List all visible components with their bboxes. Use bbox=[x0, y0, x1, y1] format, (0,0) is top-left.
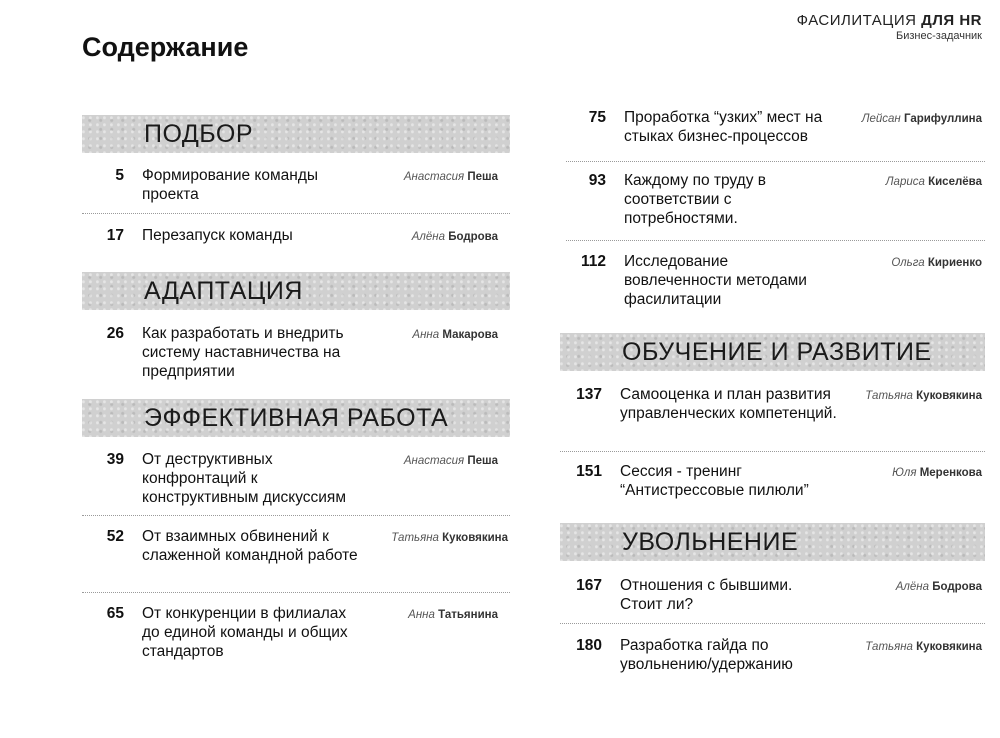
page-number: 5 bbox=[115, 167, 124, 184]
entry-author bbox=[829, 171, 982, 192]
entry-title: Формирование команды проекта bbox=[142, 167, 319, 203]
page-number: 26 bbox=[106, 325, 124, 342]
author-last-name: Макарова bbox=[442, 329, 498, 341]
page-title: Содержание bbox=[82, 32, 249, 62]
toc-entry-151[interactable] bbox=[560, 462, 982, 500]
author-last-name: Меренкова bbox=[919, 467, 982, 479]
toc-entry-26[interactable] bbox=[82, 324, 498, 381]
entry-author bbox=[364, 226, 498, 247]
dotted-divider bbox=[82, 213, 510, 214]
toc-right-column bbox=[560, 0, 985, 738]
author-last-name: Бодрова bbox=[932, 581, 982, 593]
page-number: 112 bbox=[580, 253, 606, 270]
author-first-name: Татьяна bbox=[865, 390, 913, 402]
author-last-name: Киселёва bbox=[928, 176, 982, 188]
toc-left-column bbox=[82, 0, 510, 738]
author-first-name: Анастасия bbox=[403, 455, 465, 467]
toc-entry-52[interactable] bbox=[82, 527, 508, 565]
page-number: 93 bbox=[588, 172, 606, 189]
author-first-name: Татьяна bbox=[865, 641, 913, 653]
author-last-name: Татьянина bbox=[438, 609, 498, 621]
toc-entry-180[interactable] bbox=[560, 636, 982, 674]
toc-entry-17[interactable] bbox=[82, 226, 498, 247]
toc-entry-65[interactable] bbox=[82, 604, 498, 661]
toc-entry-75[interactable] bbox=[560, 108, 982, 146]
section-header-adaptaciya: АДАПТАЦИЯ bbox=[82, 272, 510, 310]
dotted-divider bbox=[82, 515, 510, 516]
toc-entry-137[interactable] bbox=[560, 385, 982, 423]
entry-author bbox=[364, 604, 498, 625]
page-number: 39 bbox=[106, 451, 124, 468]
entry-title: Каждому по труду в соответствии с потребностями. bbox=[624, 172, 767, 227]
toc-entry-5[interactable] bbox=[82, 166, 498, 204]
toc-entry-112[interactable] bbox=[560, 252, 982, 309]
section-header-effektivnaya-rabota: ЭФФЕКТИВНАЯ РАБОТА bbox=[82, 399, 510, 437]
dotted-divider bbox=[566, 161, 985, 162]
author-first-name: Анна bbox=[412, 329, 440, 341]
page-number: 75 bbox=[588, 109, 606, 126]
author-first-name: Лариса bbox=[885, 176, 925, 188]
author-first-name: Ольга bbox=[891, 257, 925, 269]
page-number: 65 bbox=[106, 605, 124, 622]
author-first-name: Алёна bbox=[411, 231, 445, 243]
entry-title: Сессия - тренинг “Антистрессовые пилюли” bbox=[620, 463, 809, 499]
entry-author bbox=[820, 576, 982, 597]
author-last-name: Пеша bbox=[467, 455, 498, 467]
entry-author bbox=[364, 324, 498, 345]
author-last-name: Кириенко bbox=[927, 257, 982, 269]
toc-entry-39[interactable] bbox=[82, 450, 498, 507]
entry-title: Самооценка и план развития управленческих компетенций. bbox=[620, 386, 837, 422]
entry-author bbox=[855, 462, 982, 483]
entry-title: Перезапуск команды bbox=[142, 227, 293, 244]
author-last-name: Гарифуллина bbox=[903, 113, 982, 125]
section-header-obuchenie: ОБУЧЕНИЕ И РАЗВИТИЕ bbox=[560, 333, 985, 371]
author-last-name: Куковякина bbox=[916, 390, 982, 402]
author-first-name: Лейсан bbox=[861, 113, 901, 125]
author-last-name: Бодрова bbox=[448, 231, 498, 243]
entry-title: От конкуренции в филиалах до единой команды и общих стандартов bbox=[142, 605, 348, 660]
dotted-divider bbox=[560, 451, 985, 452]
author-last-name: Пеша bbox=[467, 171, 498, 183]
entry-title: От взаимных обвинений к слаженной командной работе bbox=[142, 528, 358, 564]
entry-title: Как разработать и внедрить систему наставничества на предприятии bbox=[142, 325, 344, 380]
author-first-name: Алёна bbox=[895, 581, 929, 593]
entry-title: Разработка гайда по увольнению/удержанию bbox=[620, 637, 793, 673]
toc-entry-167[interactable] bbox=[560, 576, 982, 614]
entry-title: От деструктивных конфронтаций к конструктивным дискуссиям bbox=[142, 451, 346, 506]
entry-title: Исследование вовлеченности методами фасилитации bbox=[624, 253, 807, 308]
entry-author bbox=[842, 385, 982, 406]
brand-subtitle: Бизнес-задачник bbox=[896, 30, 982, 42]
entry-author bbox=[364, 166, 498, 187]
entry-title: Отношения с бывшими. Стоит ли? bbox=[620, 577, 793, 613]
page-number: 17 bbox=[106, 227, 124, 244]
page-number: 137 bbox=[576, 386, 602, 403]
author-first-name: Татьяна bbox=[391, 532, 439, 544]
page-number: 52 bbox=[106, 528, 124, 545]
brand-part-2: ДЛЯ HR bbox=[921, 12, 982, 29]
entry-author bbox=[364, 527, 508, 548]
toc-entry-93[interactable] bbox=[560, 171, 982, 228]
page-number: 167 bbox=[576, 577, 602, 594]
entry-author bbox=[364, 450, 498, 471]
page-number: 180 bbox=[576, 637, 602, 654]
author-first-name: Анастасия bbox=[403, 171, 465, 183]
author-first-name: Анна bbox=[408, 609, 435, 621]
author-last-name: Куковякина bbox=[916, 641, 982, 653]
page-number: 151 bbox=[576, 463, 602, 480]
author-last-name: Куковякина bbox=[442, 532, 508, 544]
entry-title: Проработка “узких” мест на стыках бизнес-процессов bbox=[624, 109, 823, 145]
section-header-podbor: ПОДБОР bbox=[82, 115, 510, 153]
author-first-name: Юля bbox=[892, 467, 917, 479]
entry-author bbox=[820, 636, 982, 657]
section-header-uvolnenie: УВОЛЬНЕНИЕ bbox=[560, 523, 985, 561]
dotted-divider bbox=[560, 623, 985, 624]
entry-author bbox=[834, 252, 982, 273]
brand-part-1: ФАСИЛИТАЦИЯ bbox=[796, 12, 917, 29]
entry-author bbox=[846, 108, 982, 129]
dotted-divider bbox=[566, 240, 985, 241]
dotted-divider bbox=[82, 592, 510, 593]
